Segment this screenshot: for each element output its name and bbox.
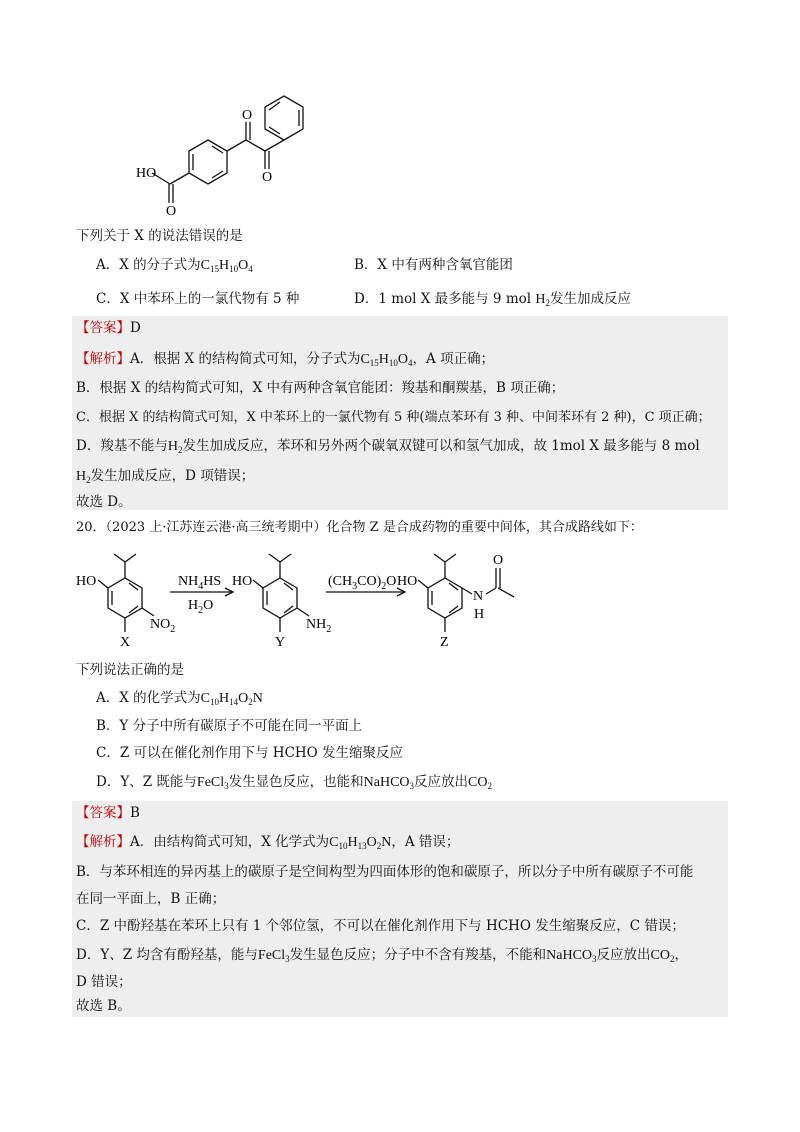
y-label: Y bbox=[275, 635, 286, 650]
q19-option-d: D．1 mol X 最多能与 9 mol $H_2$发生加成反应 bbox=[354, 291, 631, 308]
reagent-acetic-anhydride: $(CH_3CO)_2O$ bbox=[328, 574, 397, 592]
ketone-o2-label: O bbox=[262, 170, 273, 185]
q20-option-b: B．Y 分子中所有碳原子不可能在同一平面上 bbox=[96, 718, 363, 734]
q20-analysis-line-4: C．Z 中酚羟基在苯环上只有 1 个邻位氢，不可以在催化剂作用下与 HCHO 发生缩聚反应，C 错误； bbox=[76, 918, 685, 934]
z-ho-label: HO bbox=[397, 574, 418, 589]
x-no2-label: $NO_2$ bbox=[150, 617, 176, 635]
q19-option-b: B．X 中有两种含氧官能团 bbox=[354, 257, 513, 273]
q19-analysis-line-1: 【解析】A．根据 X 的结构简式可知，分子式为$C_{15}H_{10}O_4$，A 项正确； bbox=[76, 351, 495, 368]
q20-analysis-line-3: 在同一平面上，B 正确； bbox=[76, 891, 226, 907]
z-label: Z bbox=[440, 635, 449, 650]
z-o-label: O bbox=[493, 553, 504, 568]
q20-analysis-line-2: B．与苯环相连的异丙基上的碳原子是空间构型为四面体形的饱和碳原子，所以分子中所有碳原子不可能 bbox=[76, 864, 694, 880]
y-nh2-label: $NH_2$ bbox=[306, 617, 332, 635]
q19-analysis-line-5: $H_2$发生加成反应，D 项错误； bbox=[76, 468, 255, 485]
x-ho-label: HO bbox=[76, 574, 97, 589]
q19-analysis-line-3: C．根据 X 的结构简式可知，X 中苯环上的一氯代物有 5 种(端点苯环有 3 种、中间苯环有 2 种)，C 项正确； bbox=[76, 410, 711, 425]
reagent-h2o: $H_2O$ bbox=[188, 598, 214, 616]
q20-analysis-line-7: 故选 B。 bbox=[76, 998, 131, 1014]
q20-header: 20．（2023 上·江苏连云港·高三统考期中）化合物 Z 是合成药物的重要中间体，其合成路线如下： bbox=[76, 520, 643, 535]
z-n-label: N bbox=[473, 589, 484, 604]
q20-analysis-line-5: D．Y、Z 均含有酚羟基，能与FeCl$_3$发生显色反应；分子中不含有羧基，不能和NaHCO$_3$反应放出$CO_2$， bbox=[76, 947, 688, 964]
reagent-nh4hs: $NH_4HS$ bbox=[178, 574, 222, 592]
q20-stem: 下列说法正确的是 bbox=[76, 662, 184, 678]
q19-stem: 下列关于 X 的说法错误的是 bbox=[76, 228, 243, 244]
x-label: X bbox=[120, 635, 131, 650]
q19-structure-x bbox=[60, 80, 320, 220]
q19-analysis-line-4: D．羧基不能与$H_2$发生加成反应，苯环和另外两个碳氧双键可以和氢气加成，故 1mol X 最多能与 8 mol bbox=[76, 438, 700, 455]
q20-analysis-line-1: 【解析】A．由结构简式可知，X 化学式为$C_{10}H_{13}O_2N$，A 错误； bbox=[76, 834, 460, 851]
q19-answer: 【答案】D bbox=[76, 320, 141, 336]
q20-answer: 【答案】B bbox=[76, 805, 140, 821]
z-h-label: H bbox=[474, 607, 485, 622]
carboxyl-o-label: O bbox=[166, 204, 177, 219]
ho-label: HO bbox=[136, 166, 157, 181]
q19-option-a: A．X 的分子式为$C_{15}H_{10}O_4$ bbox=[96, 257, 253, 274]
q19-analysis-line-6: 故选 D。 bbox=[76, 494, 132, 510]
q20-analysis-line-6: D 错误； bbox=[76, 974, 132, 990]
q20-option-a: A．X 的化学式为$C_{10}H_{14}O_2N$ bbox=[96, 690, 263, 707]
q20-synthesis-scheme bbox=[70, 540, 630, 665]
q19-analysis-line-2: B．根据 X 的结构简式可知，X 中有两种含氧官能团：羧基和酮羰基，B 项正确； bbox=[76, 380, 565, 396]
y-ho-label: HO bbox=[232, 574, 253, 589]
ketone-o1-label: O bbox=[242, 108, 253, 123]
q20-option-d: D．Y、Z 既能与FeCl$_3$发生显色反应，也能和NaHCO$_3$反应放出$CO_2$ bbox=[96, 774, 492, 791]
q19-option-c: C．X 中苯环上的一氯代物有 5 种 bbox=[96, 291, 300, 307]
q20-option-c: C．Z 可以在催化剂作用下与 HCHO 发生缩聚反应 bbox=[96, 745, 404, 761]
